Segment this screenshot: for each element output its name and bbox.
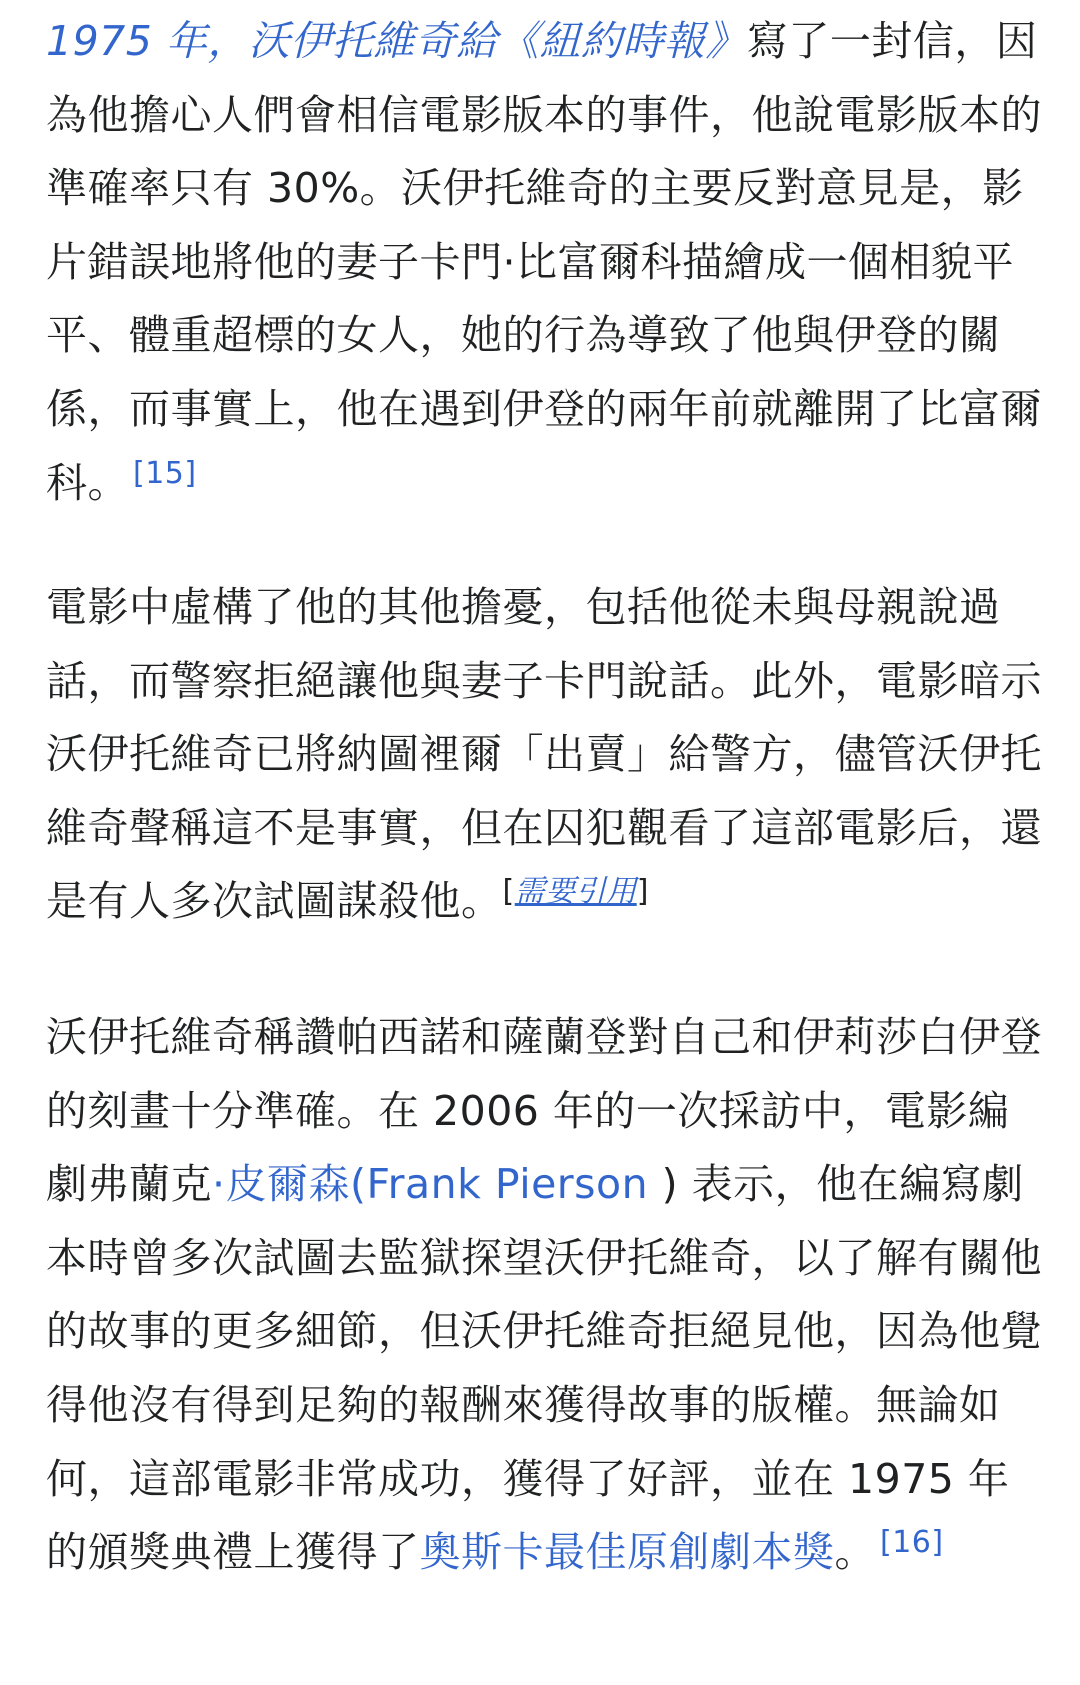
citation-needed-tag — [503, 874, 649, 909]
paragraph-text: 電影中虛構了他的其他擔憂，包括他從未與母親說過話，而警察拒絕讓他與妻子卡門說話。此外，電影暗示沃伊托維奇已將納圖裡爾「出賣」給警方，儘管沃伊托維奇聲稱這不是事實，但在囚犯觀看了這部電影后，還是有人多次試圖謀殺他。 — [46, 583, 1042, 926]
citation-bracket-open: [ — [502, 874, 515, 910]
paragraph-fictionalized-concerns — [46, 571, 1046, 939]
paragraph-letter-to-nyt — [46, 5, 1046, 520]
paragraph-text: ) 表示，他在編寫劇本時曾多次試圖去監獄探望沃伊托維奇，以了解有關他的故事的更多細節，但沃伊托維奇拒絕見他，因為他覺得他沒有得到足夠的報酬來獲得故事的版權。無論如何，這部電影非常成功，獲得了好評，並在 1975 年的頒獎典禮上獲得了 — [46, 1160, 1042, 1577]
paragraph-reception — [46, 1001, 1046, 1590]
paragraph-text: 。 — [834, 1528, 876, 1577]
reference-15-link[interactable]: [15] — [133, 455, 197, 491]
paragraph-text: 寫了一封信，因為他擔心人們會相信電影版本的事件，他說電影版本的準確率只有 30%。沃伊托維奇的主要反對意見是，影片錯誤地將他的妻子卡門·比富爾科描繪成一個相貌平平、體重超標的女人，她的行為導致了他與伊登的關係，而事實上，他在遇到伊登的兩年前就離開了比富爾科。 — [46, 17, 1042, 507]
oscar-best-original-screenplay-link[interactable]: 奧斯卡最佳原創劇本獎 — [419, 1528, 835, 1577]
frank-pierson-link[interactable]: ·皮爾森(Frank Pierson — [212, 1160, 649, 1209]
citation-bracket-close: ] — [636, 874, 649, 910]
nyt-letter-link[interactable]: 1975 年，沃伊托維奇給《紐約時報》 — [46, 17, 747, 65]
paragraph-text: 沃伊托維奇稱讚帕西諾和薩蘭登對自己和伊莉莎白伊登的刻畫十分準確。在 2006 年的一次採訪中，電影編劇弗蘭克 — [46, 1013, 1042, 1209]
citation-needed-link[interactable]: 需要引用 — [514, 874, 637, 910]
reference-16-link[interactable]: [16] — [880, 1525, 944, 1561]
